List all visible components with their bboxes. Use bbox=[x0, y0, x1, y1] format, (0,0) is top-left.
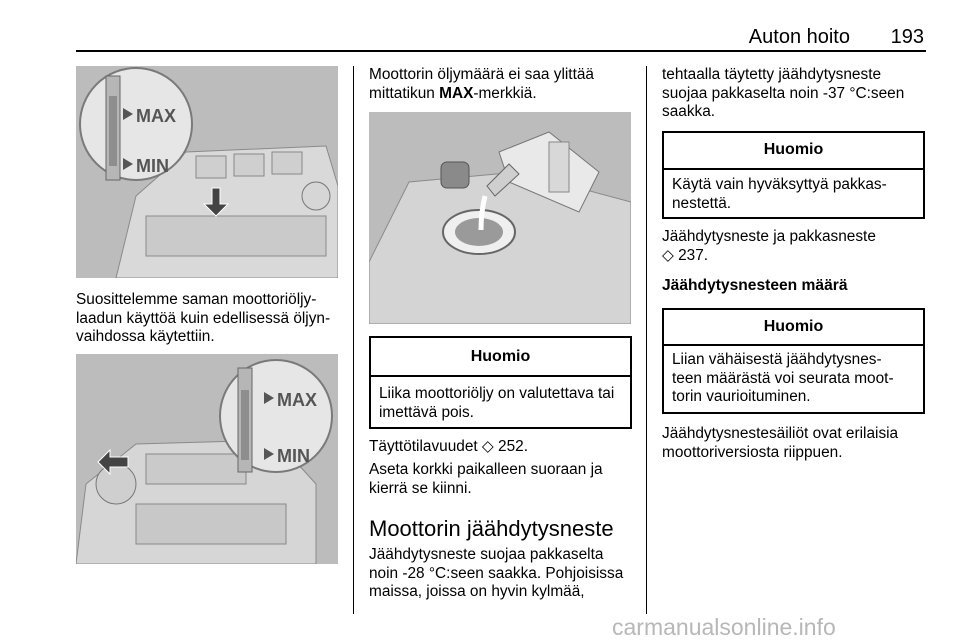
notice-low-coolant bbox=[662, 308, 925, 414]
page-number: 193 bbox=[890, 26, 924, 48]
max-label: MAX bbox=[136, 106, 176, 126]
notice-body: Liian vähäisestä jäähdytysnes- teen määrästä voi seurata moot- torin vaurioituminen. bbox=[672, 351, 894, 405]
oil-recommendation-text: Suosittelemme saman moottoriöljy- laadun käyttöä kuin edellisessä öljyn- vaihdossa käytettiin. bbox=[76, 291, 331, 345]
oil-filling-illustration bbox=[369, 112, 631, 324]
section-title: Auton hoito bbox=[748, 26, 850, 48]
coolant-level-subheading: Jäähdytysnesteen määrä bbox=[662, 277, 848, 294]
coolant-tank-variants-text: Jäähdytysnestesäiliöt ovat erilaisia moottoriversiosta riippuen. bbox=[662, 425, 899, 461]
notice-body: Käytä vain hyväksyttyä pakkas- nestettä. bbox=[672, 176, 887, 212]
max-label: MAX bbox=[277, 390, 317, 410]
notice-rule bbox=[664, 168, 923, 170]
watermark: carmanualsonline.info bbox=[612, 614, 836, 640]
coolant-factory-text: tehtaalla täytetty jäähdytysneste suojaa pakkaselta noin -37 °C:seen saakka. bbox=[662, 66, 905, 120]
min-label: MIN bbox=[136, 156, 169, 176]
coolant-heading: Moottorin jäähdytysneste bbox=[369, 516, 614, 541]
notice-rule bbox=[371, 375, 630, 377]
notice-title: Huomio bbox=[470, 348, 531, 365]
column-divider-1 bbox=[353, 66, 354, 614]
oil-max-warning-text: Moottorin öljymäärä ei saa ylittää mittatikun MAX-merkkiä. bbox=[369, 66, 594, 102]
engine-dipstick-illustration-bottom bbox=[76, 354, 338, 564]
header-rule bbox=[76, 50, 926, 52]
column-divider-2 bbox=[646, 66, 647, 614]
coolant-protection-text: Jäähdytysneste suojaa pakkaselta noin -28 °C:seen saakka. Pohjoisissa maissa, joissa on hyvin kylmää, bbox=[369, 546, 624, 600]
notice-rule bbox=[664, 344, 923, 346]
capacity-reference: Täyttötilavuudet ◇ 252. bbox=[369, 438, 528, 455]
notice-oil-excess bbox=[369, 336, 632, 429]
notice-title: Huomio bbox=[763, 141, 824, 158]
notice-title: Huomio bbox=[763, 318, 824, 335]
cap-instruction-text: Aseta korkki paikalleen suoraan ja kierrä se kiinni. bbox=[369, 461, 603, 497]
min-label: MIN bbox=[277, 446, 310, 466]
page-header bbox=[0, 0, 960, 56]
notice-body: Liika moottoriöljy on valutettava tai imettävä pois. bbox=[379, 385, 615, 421]
notice-antifreeze bbox=[662, 131, 925, 219]
coolant-reference-text: Jäähdytysneste ja pakkasneste ◇ 237. bbox=[662, 228, 876, 264]
engine-dipstick-illustration-top bbox=[76, 66, 338, 278]
